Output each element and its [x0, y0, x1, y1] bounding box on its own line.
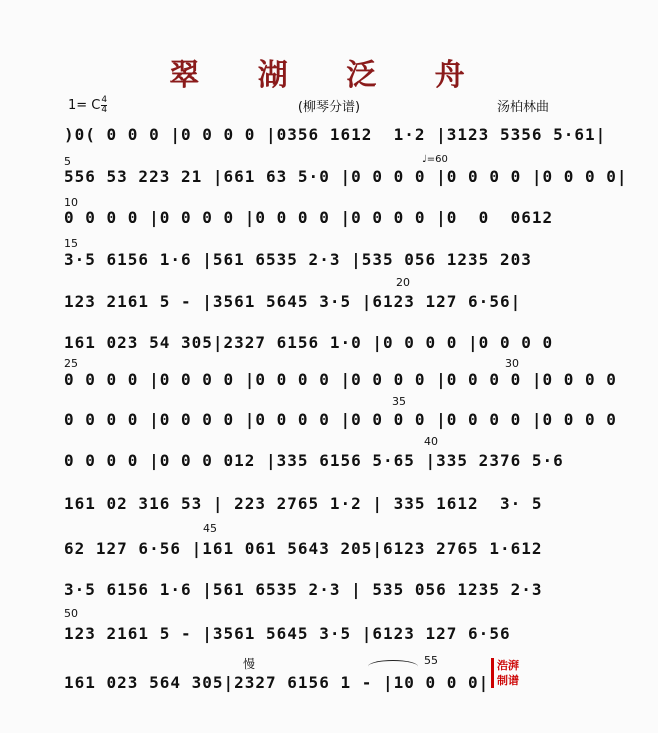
bar-number: 30	[505, 357, 519, 370]
staff-line: 0 0 0 0 |0 0 0 0 |0 0 0 0 |0 0 0 0 |0 0 0 0 |0 0 0 0	[64, 410, 617, 429]
staff-line: )0( 0 0 0 |0 0 0 0 |0356 1612 1·2 |3123 5356 5·61|	[64, 125, 607, 144]
staff-line: 161 023 564 305|2327 6156 1 - |10 0 0 0|	[64, 673, 490, 692]
key-label: 1= C	[68, 98, 101, 113]
tempo-mark: ♩=60	[422, 154, 448, 165]
composer: 汤柏林曲	[497, 100, 550, 115]
staff-line: 62 127 6·56 |161 061 5643 205|6123 2765 1·612	[64, 539, 543, 558]
staff-line: 0 0 0 0 |0 0 0 0 |0 0 0 0 |0 0 0 0 |0 0 0612	[64, 208, 554, 227]
staff-line: 161 023 54 305|2327 6156 1·0 |0 0 0 0 |0 0 0 0	[64, 333, 554, 352]
maker-stamp	[491, 658, 533, 688]
staff-line: 123 2161 5 - |3561 5645 3·5 |6123 127 6·56	[64, 624, 511, 643]
score-title: 翠 湖 泛 舟	[169, 58, 489, 93]
score-subtitle: (柳琴分谱)	[297, 100, 361, 115]
staff-line: 0 0 0 0 |0 0 0 0 |0 0 0 0 |0 0 0 0 |0 0 0 0 |0 0 0 0	[64, 370, 617, 389]
bar-number: 20	[396, 276, 410, 289]
slow-mark: 慢	[243, 657, 256, 671]
bar-number: 40	[424, 435, 438, 448]
bar-number: 50	[64, 607, 78, 620]
bar-number: 15	[64, 237, 78, 250]
stamp-line-1: 浩湃	[497, 659, 519, 672]
staff-line: 123 2161 5 - |3561 5645 3·5 |6123 127 6·56|	[64, 292, 522, 311]
bar-number: 25	[64, 357, 78, 370]
staff-line: 3·5 6156 1·6 |561 6535 2·3 |535 056 1235 203	[64, 250, 532, 269]
staff-line: 3·5 6156 1·6 |561 6535 2·3 | 535 056 1235 2·3	[64, 580, 543, 599]
staff-line: 556 53 223 21 |661 63 5·0 |0 0 0 0 |0 0 0 0 |0 0 0 0|	[64, 167, 628, 186]
bar-number: 5	[64, 155, 71, 168]
staff-line: 0 0 0 0 |0 0 0 012 |335 6156 5·65 |335 2376 5·6	[64, 451, 564, 470]
stamp-line-2: 制谱	[497, 674, 519, 687]
bar-number: 35	[392, 395, 406, 408]
staff-line: 161 02 316 53 | 223 2765 1·2 | 335 1612 3· 5	[64, 494, 543, 513]
bar-number: 55	[424, 654, 438, 667]
tie-slur	[368, 660, 418, 673]
time-numerator: 4	[101, 95, 108, 105]
time-denominator: 4	[101, 105, 108, 115]
bar-number: 10	[64, 196, 78, 209]
bar-number: 45	[203, 522, 217, 535]
